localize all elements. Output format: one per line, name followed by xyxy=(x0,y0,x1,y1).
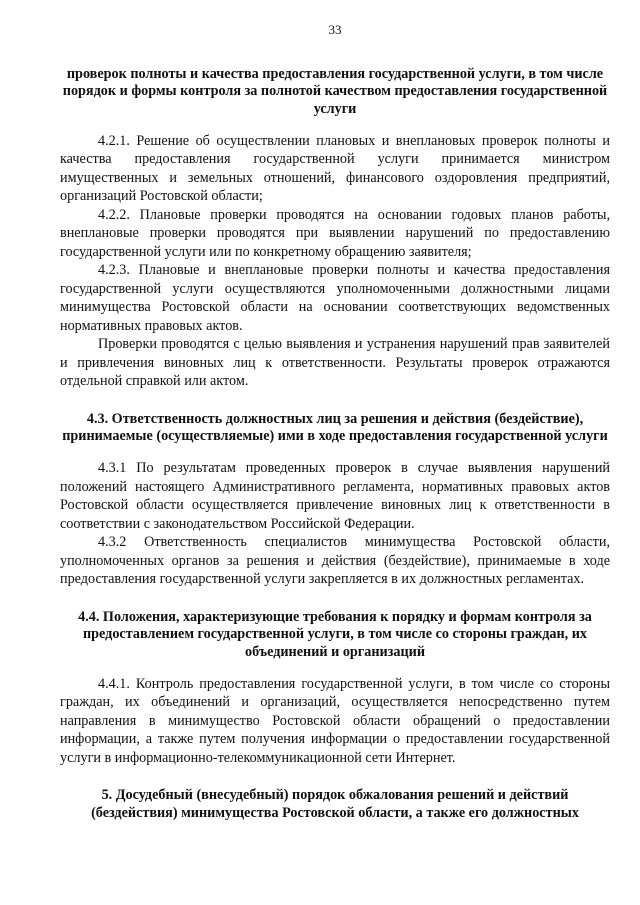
paragraph-checks: Проверки проводятся с целью выявления и устранения нарушений прав заявителей и привлечения виновных лиц к ответственности. Результаты проверок отражаются отдельной справкой или актом. xyxy=(60,336,610,390)
paragraph-4-2-1: 4.2.1. Решение об осуществлении плановых и внеплановых проверок полноты и качества предоставления государственной услуги принимается министром имущественных и земельных отношений, финансового оздоровления предприятий, организаций Ростовской области; xyxy=(60,132,610,205)
paragraph-4-2-3: 4.2.3. Плановые и внеплановые проверки полноты и качества предоставления государственной услуги осуществляются уполномоченными должностными лицами минимущества Ростовской области на основании соответствующих ведомственных нормативных правовых актов. xyxy=(60,262,610,334)
paragraph-4-3-1: 4.3.1 По результатам проведенных проверок в случае выявления нарушений положений настоящего Административного регламента, нормативных правовых актов Ростовской области осуществляется привлечение виновных лиц к ответственности в соответствии с законодательством Российской Федерации. xyxy=(60,460,610,532)
section-heading-top: проверок полноты и качества предоставления государственной услуги, в том числе порядок и формы контроля за полнотой качеством предоставления государственной услуги xyxy=(62,66,608,117)
paragraph-4-2-2: 4.2.2. Плановые проверки проводятся на основании годовых планов работы, внеплановые проверки проводятся при выявлении нарушений по предоставлению государственной услуги или по конкретному обращению заявителя; xyxy=(60,206,610,260)
document-body xyxy=(60,66,610,822)
section-heading-4-3: 4.3. Ответственность должностных лиц за решения и действия (бездействие), принимаемые (осуществляемые) ими в ходе предоставления государственной услуги xyxy=(62,410,608,445)
section-heading-4-4: 4.4. Положения, характеризующие требования к порядку и формам контроля за предоставлением государственной услуги, в том числе со стороны граждан, их объединений и организаций xyxy=(78,608,592,660)
paragraph-4-3-2: 4.3.2 Ответственность специалистов минимущества Ростовской области, уполномоченных органов за решения и действия (бездействие), принимаемые в ходе предоставления государственной услуги закрепляется в их должностных регламентах. xyxy=(60,534,610,588)
page-number: 33 xyxy=(328,22,342,37)
paragraph-4-4-1: 4.4.1. Контроль предоставления государственной услуги, в том числе со стороны граждан, их объединений и организаций, осуществляется непосредственно путем направления в минимущество Ростовской области обращений о предоставлении информации, а также путем получения информации о предоставлении государственной услуги в информационно-телекоммуникационной сети Интернет. xyxy=(60,675,610,766)
section-heading-5: 5. Досудебный (внесудебный) порядок обжалования решений и действий (бездействия) минимущества Ростовской области, а также его должностных xyxy=(91,787,579,821)
